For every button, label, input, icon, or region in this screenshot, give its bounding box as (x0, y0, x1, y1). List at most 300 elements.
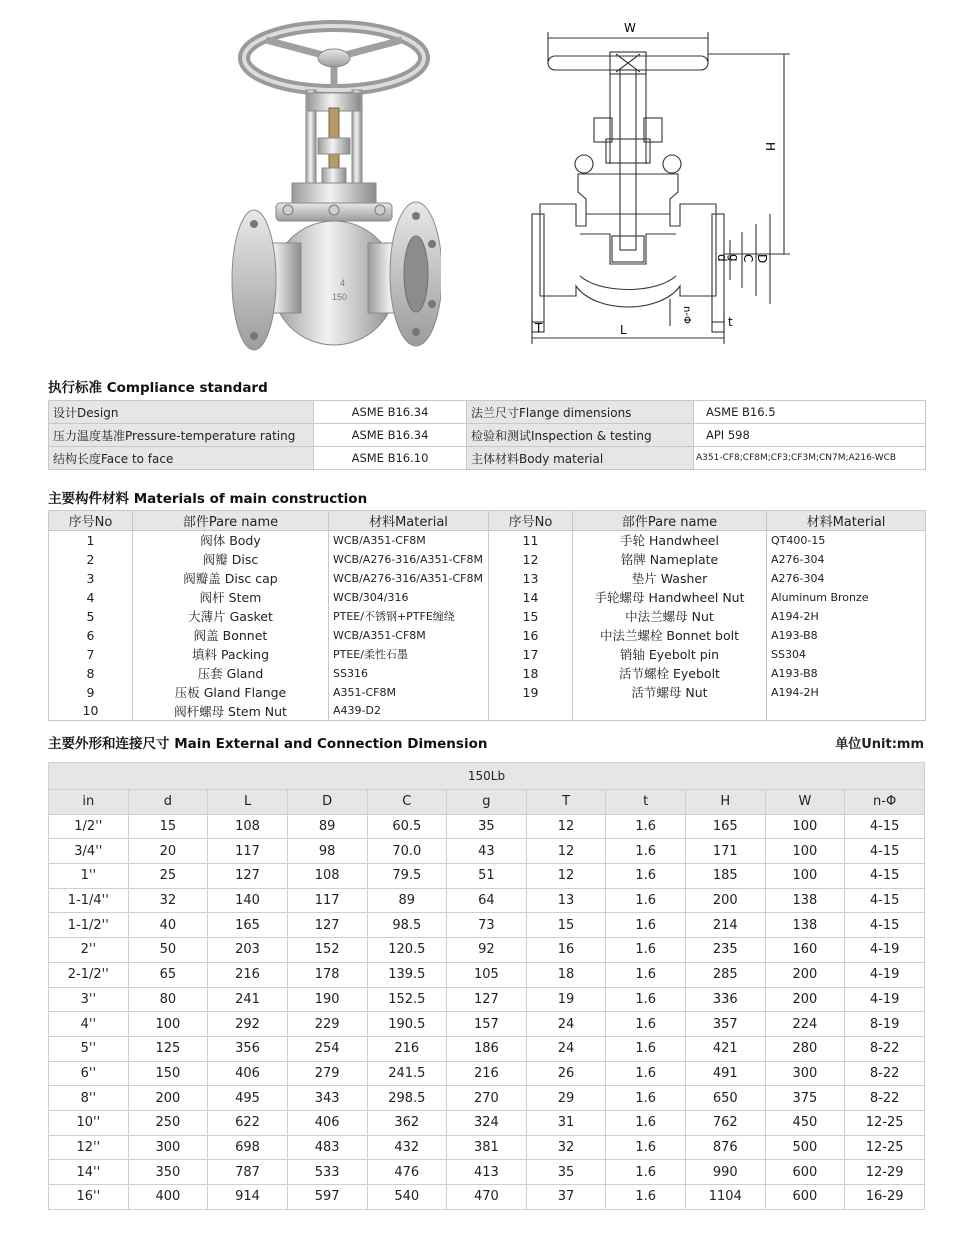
dimension-cell: 235 (686, 938, 766, 963)
dimension-cell: 127 (208, 864, 288, 889)
dimension-cell: 89 (287, 814, 367, 839)
material-part: 铭牌 Nameplate (573, 550, 767, 569)
dimension-cell: 350 (128, 1160, 208, 1185)
dimension-cell: 73 (447, 913, 527, 938)
dimension-cell: 1.6 (606, 864, 686, 889)
dimension-cell: 165 (208, 913, 288, 938)
dimension-cell: 43 (447, 839, 527, 864)
material-part: 垫片 Washer (573, 569, 767, 588)
table-row (49, 588, 926, 607)
dimension-cell: 216 (208, 962, 288, 987)
dimension-cell: 214 (686, 913, 766, 938)
dimension-cell: 762 (686, 1110, 766, 1135)
dimension-cell: 31 (526, 1110, 606, 1135)
dimension-cell: 98.5 (367, 913, 447, 938)
dimension-cell: 4-15 (845, 913, 925, 938)
table-row (49, 888, 925, 913)
material-part: 手轮螺母 Handwheel Nut (573, 588, 767, 607)
dimension-cell: 4-15 (845, 814, 925, 839)
dimension-cell: 13 (526, 888, 606, 913)
material-material (767, 702, 926, 721)
dimension-cell: 491 (686, 1061, 766, 1086)
dimension-cell: 20 (128, 839, 208, 864)
svg-text:150: 150 (332, 292, 348, 302)
material-material: A276-304 (767, 550, 926, 569)
label-L: L (620, 323, 627, 337)
compliance-value: ASME B16.34 (314, 424, 467, 447)
dimension-cell: 165 (686, 814, 766, 839)
material-no: 10 (49, 702, 133, 721)
material-part: 活节螺母 Nut (573, 683, 767, 702)
dimension-cell: 8'' (49, 1086, 129, 1111)
dimension-cell: 37 (526, 1185, 606, 1210)
table-row (49, 569, 926, 588)
header-no: 序号No (489, 511, 573, 531)
dimension-cell: 421 (686, 1036, 766, 1061)
dimension-cell: 280 (765, 1036, 845, 1061)
dimensions-header-row (49, 790, 925, 815)
dimension-cell: 12 (526, 839, 606, 864)
material-material: WCB/304/316 (329, 588, 489, 607)
left-flange (232, 210, 276, 350)
material-no: 1 (49, 531, 133, 550)
material-no: 11 (489, 531, 573, 550)
dimension-cell: 1'' (49, 864, 129, 889)
dimension-cell: 1.6 (606, 1061, 686, 1086)
dimension-cell: 1.6 (606, 1185, 686, 1210)
table-row (49, 1160, 925, 1185)
material-part: 销轴 Eyebolt pin (573, 645, 767, 664)
header-material: 材料Material (329, 511, 489, 531)
dimension-cell: 100 (128, 1012, 208, 1037)
dimension-cell: 127 (447, 987, 527, 1012)
dimension-cell: 138 (765, 913, 845, 938)
material-material: WCB/A351-CF8M (329, 531, 489, 550)
material-no (489, 702, 573, 721)
dimension-cell: 343 (287, 1086, 367, 1111)
dimension-cell: 8-22 (845, 1061, 925, 1086)
label-g: g (727, 254, 741, 262)
dimension-cell: 140 (208, 888, 288, 913)
dimension-cell: 16'' (49, 1185, 129, 1210)
dimension-cell: 495 (208, 1086, 288, 1111)
dimension-cell: 19 (526, 987, 606, 1012)
material-no: 2 (49, 550, 133, 569)
compliance-value: A351-CF8;CF8M;CF3;CF3M;CN7M;A216-WCB (694, 447, 926, 470)
dimension-cell: 450 (765, 1110, 845, 1135)
header-part: 部件Pare name (573, 511, 767, 531)
material-material: A276-304 (767, 569, 926, 588)
material-material: QT400-15 (767, 531, 926, 550)
dimension-cell: 470 (447, 1185, 527, 1210)
dimension-cell: 540 (367, 1185, 447, 1210)
dimension-cell: 375 (765, 1086, 845, 1111)
dimension-cell: 241 (208, 987, 288, 1012)
dimension-cell: 150 (128, 1061, 208, 1086)
dimension-cell: 381 (447, 1135, 527, 1160)
dimension-cell: 300 (765, 1061, 845, 1086)
table-row (49, 1012, 925, 1037)
dimension-cell: 16-29 (845, 1185, 925, 1210)
dimension-cell: 250 (128, 1110, 208, 1135)
material-material: A193-B8 (767, 626, 926, 645)
dimension-cell: 229 (287, 1012, 367, 1037)
dimension-cell: 185 (686, 864, 766, 889)
material-no: 18 (489, 664, 573, 683)
dimension-cell: 1.6 (606, 1086, 686, 1111)
table-row (49, 645, 926, 664)
dimension-cell: 600 (765, 1160, 845, 1185)
dimension-cell: 15 (128, 814, 208, 839)
dimensions-table (48, 762, 925, 1210)
dimension-cell: 32 (128, 888, 208, 913)
table-row (49, 913, 925, 938)
dimension-cell: 336 (686, 987, 766, 1012)
dimension-cell: 4-19 (845, 962, 925, 987)
dimension-cell: 200 (765, 987, 845, 1012)
dimension-cell: 298.5 (367, 1086, 447, 1111)
dimension-cell: 190 (287, 987, 367, 1012)
dimension-cell: 1.6 (606, 1036, 686, 1061)
dimension-cell: 292 (208, 1012, 288, 1037)
material-material: PTEE/不锈钢+PTFE缠绕 (329, 607, 489, 626)
dimension-cell: 224 (765, 1012, 845, 1037)
material-part: 中法兰螺母 Nut (573, 607, 767, 626)
dimension-cell: 70.0 (367, 839, 447, 864)
table-row (49, 1135, 925, 1160)
dimension-cell: 4-15 (845, 888, 925, 913)
dimension-cell: 2'' (49, 938, 129, 963)
material-part: 阀瓣 Disc (133, 550, 329, 569)
dimension-cell: 40 (128, 913, 208, 938)
dimension-cell: 324 (447, 1110, 527, 1135)
table-row (49, 814, 925, 839)
dimensions-title: 主要外形和连接尺寸 Main External and Connection Dimension (48, 736, 488, 752)
label-C: C (741, 254, 755, 263)
label-T: T (535, 321, 543, 335)
compliance-value: API 598 (694, 424, 926, 447)
dimension-cell: 1.6 (606, 913, 686, 938)
table-row (49, 1110, 925, 1135)
table-row (49, 683, 926, 702)
dimension-cell: 108 (208, 814, 288, 839)
material-no: 9 (49, 683, 133, 702)
valve-dimension-drawing (520, 14, 800, 344)
dimension-cell: 8-22 (845, 1086, 925, 1111)
dimension-cell: 117 (287, 888, 367, 913)
table-row (49, 626, 926, 645)
material-part: 大薄片 Gasket (133, 607, 329, 626)
compliance-value: ASME B16.10 (314, 447, 467, 470)
unit-label: 单位Unit:mm (835, 737, 924, 752)
material-part: 阀体 Body (133, 531, 329, 550)
dimension-cell: 79.5 (367, 864, 447, 889)
dimension-cell: 254 (287, 1036, 367, 1061)
label-W: W (624, 21, 636, 35)
dimension-cell: 1-1/2'' (49, 913, 129, 938)
label-n-phi: n-Φ (681, 306, 692, 324)
dimension-cell: 152.5 (367, 987, 447, 1012)
materials-table (48, 510, 926, 721)
dimension-cell: 216 (447, 1061, 527, 1086)
dimension-cell: 1.6 (606, 1012, 686, 1037)
dimension-cell: 35 (447, 814, 527, 839)
label-t: t (728, 315, 733, 329)
dimension-cell: 35 (526, 1160, 606, 1185)
dimension-cell: 12-25 (845, 1135, 925, 1160)
dimension-cell: 26 (526, 1061, 606, 1086)
compliance-row (49, 447, 926, 470)
table-row (49, 1061, 925, 1086)
dimension-cell: 139.5 (367, 962, 447, 987)
dimension-cell: 200 (128, 1086, 208, 1111)
compliance-label: 设计Design (49, 401, 314, 424)
dimension-cell: 12-29 (845, 1160, 925, 1185)
material-material: WCB/A276-316/A351-CF8M (329, 569, 489, 588)
dimension-cell: 356 (208, 1036, 288, 1061)
material-part: 活节螺栓 Eyebolt (573, 664, 767, 683)
dimension-cell: 186 (447, 1036, 527, 1061)
dimension-cell: 4'' (49, 1012, 129, 1037)
table-row (49, 531, 926, 550)
dimension-cell: 4-19 (845, 938, 925, 963)
dimension-cell: 600 (765, 1185, 845, 1210)
dimension-cell: 12 (526, 814, 606, 839)
compliance-row (49, 401, 926, 424)
material-material: A439-D2 (329, 702, 489, 721)
column-header: W (765, 790, 845, 815)
dimension-cell: 500 (765, 1135, 845, 1160)
material-no: 5 (49, 607, 133, 626)
dimension-cell: 1104 (686, 1185, 766, 1210)
dimension-cell: 29 (526, 1086, 606, 1111)
dimension-cell: 300 (128, 1135, 208, 1160)
table-row (49, 1036, 925, 1061)
column-header: g (447, 790, 527, 815)
material-material: WCB/A276-316/A351-CF8M (329, 550, 489, 569)
dimension-cell: 8-22 (845, 1036, 925, 1061)
dimension-cell: 1/2'' (49, 814, 129, 839)
material-part: 压套 Gland (133, 664, 329, 683)
material-no: 17 (489, 645, 573, 664)
column-header: D (287, 790, 367, 815)
material-no: 15 (489, 607, 573, 626)
compliance-row (49, 424, 926, 447)
dimension-cell: 12-25 (845, 1110, 925, 1135)
table-row (49, 962, 925, 987)
dimension-cell: 32 (526, 1135, 606, 1160)
dimension-cell: 190.5 (367, 1012, 447, 1037)
material-part: 阀杆螺母 Stem Nut (133, 702, 329, 721)
dimension-cell: 406 (208, 1061, 288, 1086)
dimension-cell: 533 (287, 1160, 367, 1185)
table-row (49, 702, 926, 721)
dimension-cell: 10'' (49, 1110, 129, 1135)
material-part: 阀杆 Stem (133, 588, 329, 607)
dimension-cell: 270 (447, 1086, 527, 1111)
dimension-cell: 3/4'' (49, 839, 129, 864)
dimension-cell: 698 (208, 1135, 288, 1160)
dimension-cell: 108 (287, 864, 367, 889)
dimension-cell: 406 (287, 1110, 367, 1135)
material-no: 3 (49, 569, 133, 588)
label-D: D (755, 254, 769, 264)
compliance-label: 法兰尺寸Flange dimensions (467, 401, 694, 424)
dimension-cell: 50 (128, 938, 208, 963)
dimension-cell: 98 (287, 839, 367, 864)
dimension-cell: 787 (208, 1160, 288, 1185)
column-header: H (686, 790, 766, 815)
material-material: SS316 (329, 664, 489, 683)
dimension-cell: 152 (287, 938, 367, 963)
compliance-label: 检验和测试Inspection & testing (467, 424, 694, 447)
material-no: 14 (489, 588, 573, 607)
material-part: 阀盖 Bonnet (133, 626, 329, 645)
material-no: 6 (49, 626, 133, 645)
dimension-cell: 1.6 (606, 839, 686, 864)
dimension-cell: 362 (367, 1110, 447, 1135)
dimension-cell: 100 (765, 864, 845, 889)
dimension-cell: 120.5 (367, 938, 447, 963)
material-part: 压板 Gland Flange (133, 683, 329, 702)
materials-title: 主要构件材料 Materials of main construction (48, 491, 368, 507)
dimension-cell: 1.6 (606, 1110, 686, 1135)
material-part: 阀瓣盖 Disc cap (133, 569, 329, 588)
dimension-cell: 4-15 (845, 839, 925, 864)
dimension-cell: 432 (367, 1135, 447, 1160)
material-no: 19 (489, 683, 573, 702)
label-d: d (715, 254, 729, 262)
compliance-table (48, 400, 926, 470)
dimension-cell: 64 (447, 888, 527, 913)
dimension-cell: 16 (526, 938, 606, 963)
pressure-class-row (49, 763, 925, 790)
dimension-cell: 12 (526, 864, 606, 889)
dimension-cell: 285 (686, 962, 766, 987)
material-material: WCB/A351-CF8M (329, 626, 489, 645)
material-material: A194-2H (767, 683, 926, 702)
globe-valve-photo (226, 18, 441, 358)
dimension-cell: 100 (765, 814, 845, 839)
material-material: A351-CF8M (329, 683, 489, 702)
dimension-cell: 200 (765, 962, 845, 987)
dimension-cell: 4-15 (845, 864, 925, 889)
dimension-cell: 12'' (49, 1135, 129, 1160)
dimension-cell: 357 (686, 1012, 766, 1037)
dimension-cell: 200 (686, 888, 766, 913)
dimension-cell: 476 (367, 1160, 447, 1185)
compliance-value: ASME B16.34 (314, 401, 467, 424)
material-part: 中法兰螺栓 Bonnet bolt (573, 626, 767, 645)
dimension-cell: 178 (287, 962, 367, 987)
dimension-cell: 650 (686, 1086, 766, 1111)
dimension-cell: 203 (208, 938, 288, 963)
dimension-cell: 1.6 (606, 962, 686, 987)
table-row (49, 839, 925, 864)
dimension-cell: 622 (208, 1110, 288, 1135)
compliance-value: ASME B16.5 (694, 401, 926, 424)
pressure-class: 150Lb (49, 763, 925, 790)
dimension-cell: 89 (367, 888, 447, 913)
dimension-cell: 25 (128, 864, 208, 889)
material-no: 12 (489, 550, 573, 569)
dimension-cell: 216 (367, 1036, 447, 1061)
dimension-cell: 1.6 (606, 1160, 686, 1185)
compliance-label: 结构长度Face to face (49, 447, 314, 470)
dimension-cell: 117 (208, 839, 288, 864)
materials-header-row (49, 511, 926, 531)
dimension-cell: 990 (686, 1160, 766, 1185)
column-header: T (526, 790, 606, 815)
table-row (49, 550, 926, 569)
dimension-cell: 1.6 (606, 814, 686, 839)
compliance-label: 主体材料Body material (467, 447, 694, 470)
dimension-cell: 241.5 (367, 1061, 447, 1086)
dimension-cell: 597 (287, 1185, 367, 1210)
dimension-cell: 1.6 (606, 938, 686, 963)
svg-text:4: 4 (340, 278, 346, 288)
dimension-cell: 279 (287, 1061, 367, 1086)
dimension-cell: 1.6 (606, 1135, 686, 1160)
material-no: 7 (49, 645, 133, 664)
dimension-cell: 2-1/2'' (49, 962, 129, 987)
material-material: PTEE/柔性石墨 (329, 645, 489, 664)
dimension-cell: 14'' (49, 1160, 129, 1185)
column-header: C (367, 790, 447, 815)
dimension-cell: 4-19 (845, 987, 925, 1012)
table-row (49, 664, 926, 683)
column-header: n-Φ (845, 790, 925, 815)
table-row (49, 938, 925, 963)
column-header: L (208, 790, 288, 815)
material-material: SS304 (767, 645, 926, 664)
dimension-cell: 483 (287, 1135, 367, 1160)
material-no: 16 (489, 626, 573, 645)
dimension-cell: 127 (287, 913, 367, 938)
dimension-cell: 92 (447, 938, 527, 963)
table-row (49, 1185, 925, 1210)
dimension-cell: 8-19 (845, 1012, 925, 1037)
material-material: Aluminum Bronze (767, 588, 926, 607)
column-header: in (49, 790, 129, 815)
dimension-cell: 5'' (49, 1036, 129, 1061)
label-H: H (763, 142, 777, 152)
column-header: d (128, 790, 208, 815)
dimension-cell: 1-1/4'' (49, 888, 129, 913)
material-no: 4 (49, 588, 133, 607)
dimension-cell: 51 (447, 864, 527, 889)
material-part: 填料 Packing (133, 645, 329, 664)
dimension-cell: 6'' (49, 1061, 129, 1086)
dimension-cell: 157 (447, 1012, 527, 1037)
dimension-cell: 160 (765, 938, 845, 963)
table-row (49, 864, 925, 889)
dimension-cell: 171 (686, 839, 766, 864)
dimension-cell: 80 (128, 987, 208, 1012)
dimension-cell: 105 (447, 962, 527, 987)
material-material: A194-2H (767, 607, 926, 626)
material-no: 8 (49, 664, 133, 683)
header-material: 材料Material (767, 511, 926, 531)
dimension-cell: 24 (526, 1036, 606, 1061)
dimension-cell: 24 (526, 1012, 606, 1037)
material-part (573, 702, 767, 721)
dimension-cell: 60.5 (367, 814, 447, 839)
dimension-cell: 138 (765, 888, 845, 913)
compliance-title: 执行标准 Compliance standard (48, 380, 268, 396)
dimension-cell: 18 (526, 962, 606, 987)
dimension-cell: 876 (686, 1135, 766, 1160)
